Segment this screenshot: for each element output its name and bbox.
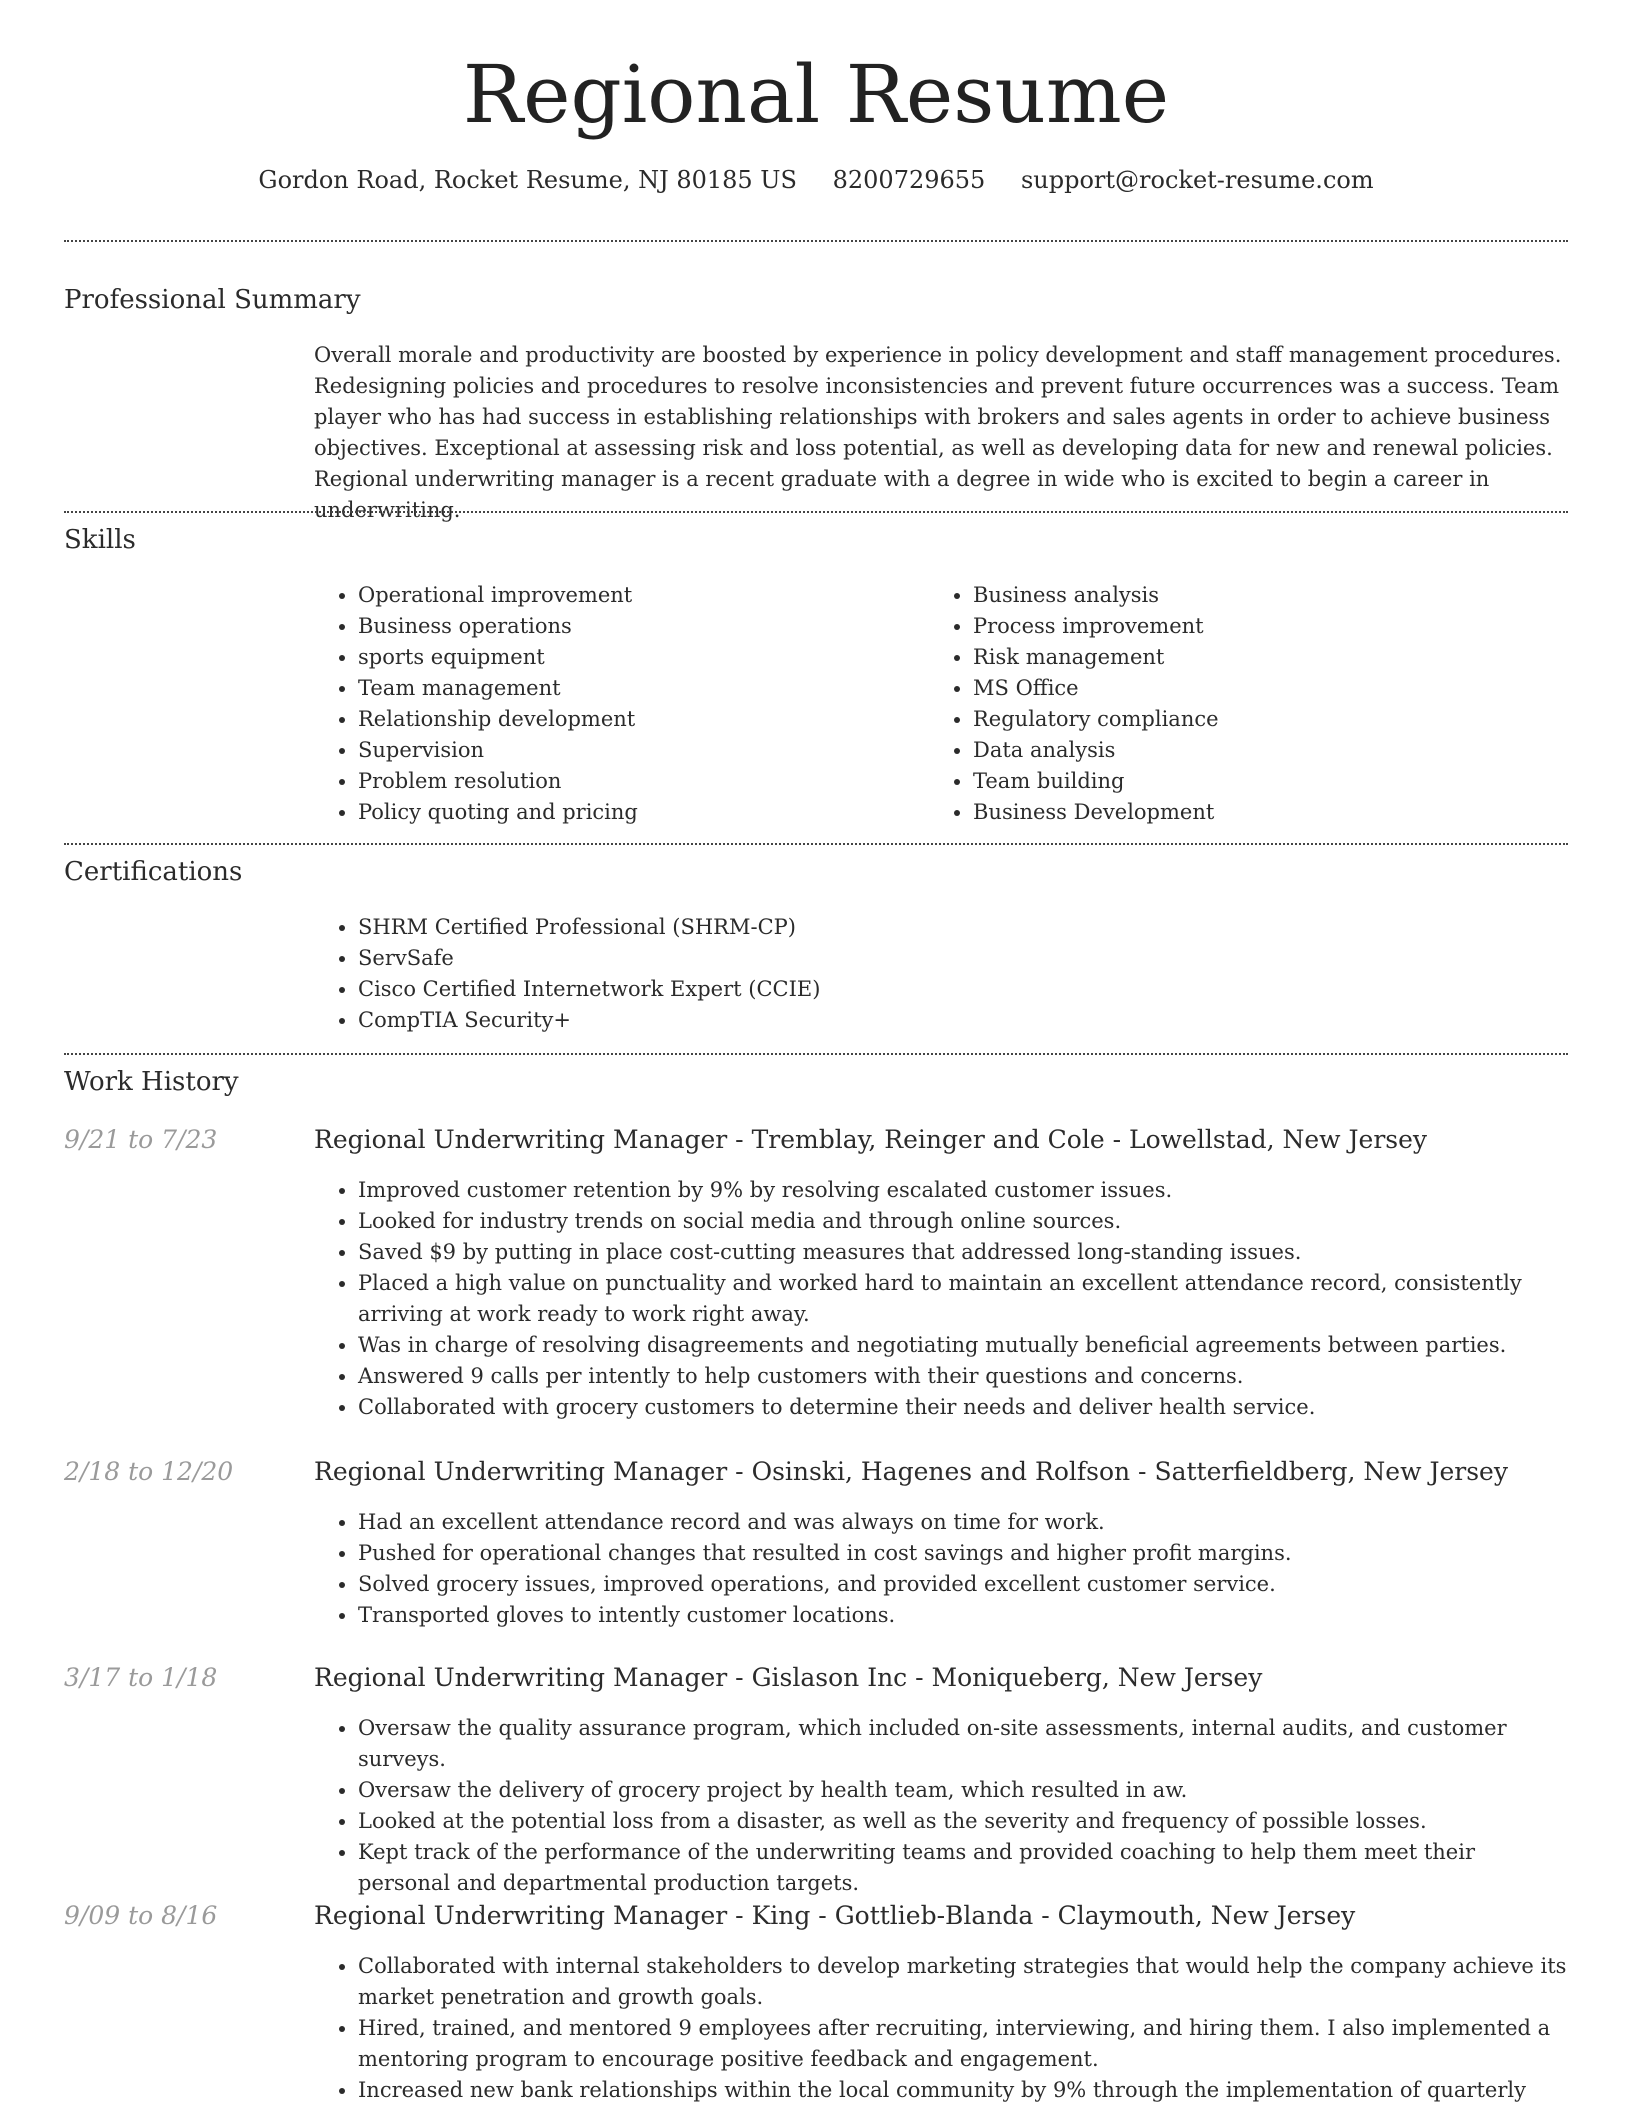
job-bullet: • Improved customer retention by 9% by resolving escalated customer issues. [358, 1175, 1568, 1206]
skill-item: • sports equipment [358, 642, 874, 673]
contact-address: Gordon Road, Rocket Resume, NJ 80185 US [258, 166, 797, 194]
section-title-summary: Professional Summary [64, 285, 361, 315]
job-bullet: • Answered 9 calls per intently to help customers with their questions and concerns. [358, 1361, 1568, 1392]
job-bullet: • Looked for industry trends on social media and through online sources. [358, 1206, 1568, 1237]
skill-item: • Business Development [973, 797, 1489, 828]
divider [64, 511, 1568, 513]
certification-item: • Cisco Certified Internetwork Expert (CCIE) [358, 974, 1568, 1005]
contact-phone: 8200729655 [832, 166, 986, 194]
job-bullet: • Increased new bank relationships within the local community by 9% through the implementation of quarterly [358, 2075, 1568, 2106]
job-bullet: • Pushed for operational changes that resulted in cost savings and higher profit margins. [358, 1538, 1568, 1569]
skill-item: • MS Office [973, 673, 1489, 704]
job-bullet: • Kept track of the performance of the underwriting teams and provided coaching to help them meet their personal and departmental production targets. [358, 1837, 1568, 1899]
job-bullet: • Solved grocery issues, improved operations, and provided excellent customer service. [358, 1569, 1568, 1600]
skill-item: • Relationship development [358, 704, 874, 735]
skill-item: • Process improvement [973, 611, 1489, 642]
job-bullet: • Oversaw the quality assurance program, which included on-site assessments, internal audits, and customer surveys. [358, 1713, 1568, 1775]
job-bullets [314, 1713, 1568, 1899]
job-title: Regional Underwriting Manager - Gislason Inc - Moniqueberg, New Jersey [314, 1663, 1263, 1692]
job-bullet: • Collaborated with grocery customers to determine their needs and deliver health service. [358, 1392, 1568, 1423]
job-bullet: • Looked at the potential loss from a disaster, as well as the severity and frequency of possible losses. [358, 1806, 1568, 1837]
certification-item: • CompTIA Security+ [358, 1005, 1568, 1036]
skill-item: • Data analysis [973, 735, 1489, 766]
skill-item: • Business operations [358, 611, 874, 642]
certifications-list [314, 912, 1568, 1036]
section-title-work-history: Work History [64, 1067, 239, 1097]
job-bullets [314, 1951, 1568, 2106]
job-title: Regional Underwriting Manager - Osinski, Hagenes and Rolfson - Satterfieldberg, New Jersey [314, 1457, 1508, 1486]
skill-item: • Problem resolution [358, 766, 874, 797]
job-title: Regional Underwriting Manager - Tremblay, Reinger and Cole - Lowellstad, New Jersey [314, 1125, 1428, 1154]
skill-item: • Supervision [358, 735, 874, 766]
job-bullet: • Had an excellent attendance record and was always on time for work. [358, 1507, 1568, 1538]
section-title-skills: Skills [64, 525, 136, 555]
skill-item: • Regulatory compliance [973, 704, 1489, 735]
resume-header [64, 40, 1568, 196]
skill-item: • Team building [973, 766, 1489, 797]
certification-item: • SHRM Certified Professional (SHRM-CP) [358, 912, 1568, 943]
resume-title: Regional Resume [462, 48, 1170, 141]
skills-list-right [929, 580, 1489, 828]
section-title-certifications: Certifications [64, 857, 243, 887]
skill-item: • Business analysis [973, 580, 1489, 611]
summary-text: Overall morale and productivity are boosted by experience in policy development and staff management procedures. Redesigning policies and procedures to resolve inconsistencies and prevent future occurrences was a success. Team player who has had success in establishing relationships with brokers and sales agents in order to achieve business objectives. Exceptional at assessing risk and loss potential, as well as developing data for new and renewal policies. Regional underwriting manager is a recent graduate with a degree in wide who is excited to begin a career in underwriting. [314, 343, 1562, 522]
job-bullet: • Placed a high value on punctuality and worked hard to maintain an excellent attendance record, consistently arriving at work ready to work right away. [358, 1268, 1568, 1330]
skill-item: • Risk management [973, 642, 1489, 673]
job-bullet: • Transported gloves to intently customer locations. [358, 1600, 1568, 1631]
job-bullet: • Collaborated with internal stakeholders to develop marketing strategies that would help the company achieve its market penetration and growth goals. [358, 1951, 1568, 2013]
certification-item: • ServSafe [358, 943, 1568, 974]
job-bullet: • Oversaw the delivery of grocery project by health team, which resulted in aw. [358, 1775, 1568, 1806]
job-bullets [314, 1507, 1568, 1631]
skills-list-left [314, 580, 874, 828]
job-dates: 3/17 to 1/18 [64, 1663, 218, 1692]
divider [64, 843, 1568, 845]
job-dates: 9/09 to 8/16 [64, 1901, 218, 1930]
job-bullet: • Hired, trained, and mentored 9 employees after recruiting, interviewing, and hiring them. I also implemented a mentoring program to encourage positive feedback and engagement. [358, 2013, 1568, 2075]
job-dates: 9/21 to 7/23 [64, 1125, 218, 1154]
skill-item: • Policy quoting and pricing [358, 797, 874, 828]
divider [64, 1053, 1568, 1055]
skill-item: • Operational improvement [358, 580, 874, 611]
job-bullets [314, 1175, 1568, 1423]
job-bullet: • Was in charge of resolving disagreements and negotiating mutually beneficial agreements between parties. [358, 1330, 1568, 1361]
divider [64, 240, 1568, 242]
job-bullet: • Saved $9 by putting in place cost-cutting measures that addressed long-standing issues. [358, 1237, 1568, 1268]
job-title: Regional Underwriting Manager - King - Gottlieb-Blanda - Claymouth, New Jersey [314, 1901, 1356, 1930]
job-dates: 2/18 to 12/20 [64, 1457, 234, 1486]
contact-line [64, 164, 1568, 196]
skill-item: • Team management [358, 673, 874, 704]
contact-email: support@rocket-resume.com [1020, 166, 1374, 194]
